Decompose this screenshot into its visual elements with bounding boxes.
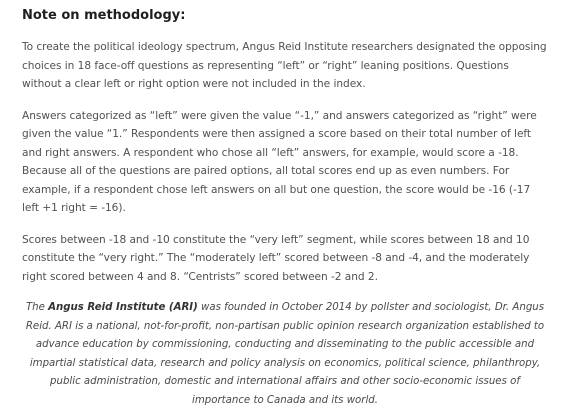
about-prefix: The (25, 302, 49, 313)
about-text: was founded in October 2014 by pollster and sociologist, Dr. Angus Reid. ARI is a national, not-for-profit, non-partisan public opinion research organization established to advance education by commissioning, conducting and disseminating to the public accessible and impartial statistical data, research and policy analysis on economics, political science, philanthropy, public administration, domestic and international affairs and other socio-economic issues of importance to Canada and its world. (25, 302, 545, 406)
about-org-name: Angus Reid Institute (ARI) (48, 302, 198, 313)
paragraph-segments: Scores between -18 and -10 constitute the “very left” segment, while scores between 18 and 10 constitute the “very right.” The “moderately left” scored between -8 and -4, and the moderately right scored between 4 and 8. “Centrists” scored between -2 and 2. (22, 233, 530, 283)
about-ari (22, 299, 548, 410)
section-heading: Note on methodology: (22, 8, 186, 23)
paragraph-scoring: Answers categorized as “left” were given the value “-1,” and answers categorized as “right” were given the value “1.” Respondents were then assigned a score based on their total number of left and right answers. A respondent who chose all “left” answers, for example, would score a -18. Because all of the questions are paired options, all total scores end up as even numbers. For example, if a respondent chose left answers on all but one question, the score would be -16 (-17 left +1 right = -16). (22, 109, 537, 214)
paragraph-spectrum: To create the political ideology spectrum, Angus Reid Institute researchers designated the opposing choices in 18 face-off questions as representing “left” or “right” leaning positions. Questions without a clear left or right option were not included in the index. (22, 41, 547, 90)
